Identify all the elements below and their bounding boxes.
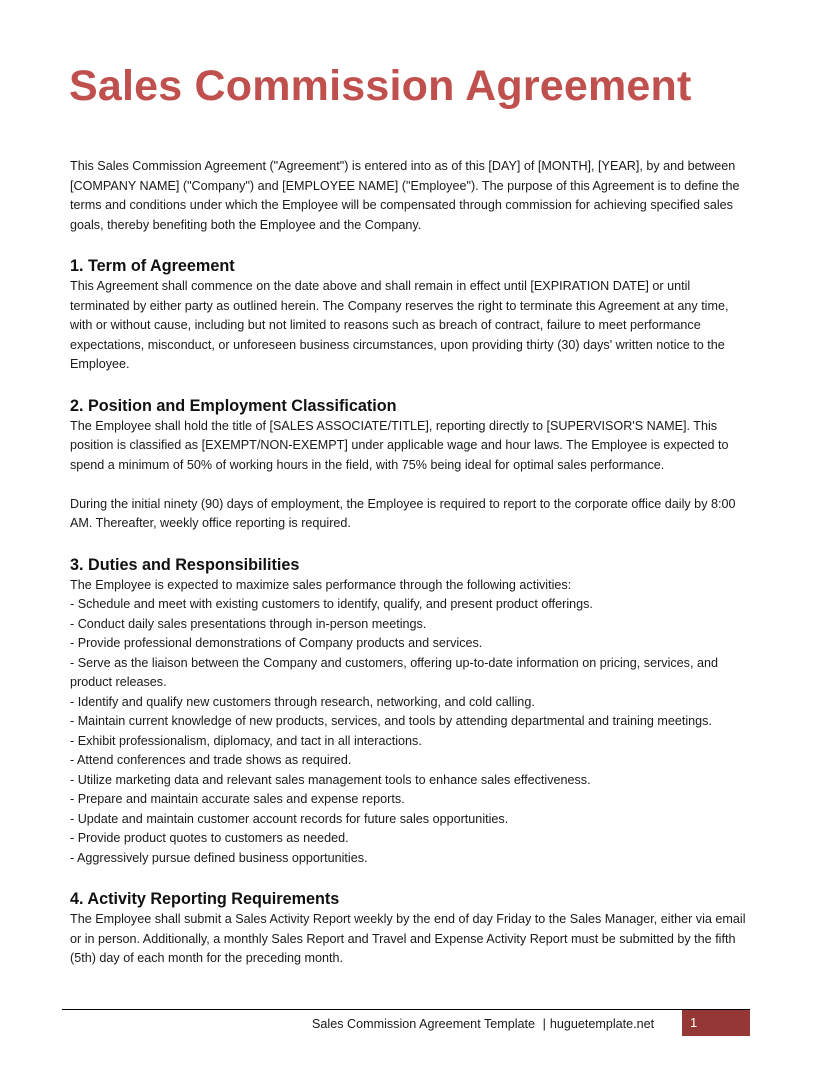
document-body	[70, 157, 746, 989]
list-item: - Provide professional demonstrations of Company products and services.	[70, 636, 483, 650]
section-paragraph: During the initial ninety (90) days of employment, the Employee is required to report to the corporate office daily by 8:00 AM. Thereafter, weekly office reporting is required.	[70, 496, 736, 530]
footer-template-name: Sales Commission Agreement Template	[312, 1017, 536, 1031]
footer-label	[312, 1014, 654, 1034]
page-number: 1	[690, 1015, 698, 1030]
footer-divider	[62, 1009, 750, 1010]
list-item: - Provide product quotes to customers as needed.	[70, 831, 349, 845]
list-item: - Identify and qualify new customers through research, networking, and cold calling.	[70, 694, 535, 709]
list-item: - Maintain current knowledge of new products, services, and tools by attending departmental and training meetings.	[70, 714, 712, 728]
list-item: - Aggressively pursue defined business opportunities.	[70, 850, 368, 865]
section-lead: The Employee is expected to maximize sales performance through the following activities:	[70, 577, 572, 592]
document-title: Sales Commission Agreement	[69, 62, 692, 110]
section-term-of-agreement	[70, 255, 746, 375]
duties-list	[70, 595, 746, 868]
list-item: - Conduct daily sales presentations through in-person meetings.	[70, 616, 427, 631]
list-item: - Update and maintain customer account records for future sales opportunities.	[70, 811, 509, 826]
intro-paragraph: This Sales Commission Agreement ("Agreement") is entered into as of this [DAY] of [MONTH], [YEAR], by and between [COMPANY NAME] ("Company") and [EMPLOYEE NAME] ("Employee"). The purpose of this Agreement is to define the terms and conditions under which the Employee will be compensated through commission for achieving specified sales goals, thereby benefiting both the Employee and the Company.	[70, 159, 740, 232]
list-item: - Schedule and meet with existing customers to identify, qualify, and present product offerings.	[70, 597, 593, 611]
list-item: - Exhibit professionalism, diplomacy, and tact in all interactions.	[70, 733, 422, 748]
section-heading: 4. Activity Reporting Requirements	[70, 890, 340, 908]
list-item: - Utilize marketing data and relevant sales management tools to enhance sales effectiveness.	[70, 772, 591, 787]
list-item: - Serve as the liaison between the Company and customers, offering up-to-date information on pricing, services, and product releases.	[70, 655, 718, 689]
list-item: - Prepare and maintain accurate sales and expense reports.	[70, 792, 405, 806]
page-number-box	[682, 1010, 750, 1036]
section-activity-reporting	[70, 888, 746, 969]
section-duties-responsibilities	[70, 554, 746, 869]
section-heading: 3. Duties and Responsibilities	[70, 555, 300, 574]
section-position-classification	[70, 395, 746, 534]
section-paragraph: The Employee shall submit a Sales Activity Report weekly by the end of day Friday to the Sales Manager, either via email or in person. Additionally, a monthly Sales Report and Travel and Expense Activity Report must be submitted by the fifth (5th) day of each month for the preceding month.	[70, 912, 746, 965]
footer-separator: |	[542, 1017, 546, 1031]
list-item: - Attend conferences and trade shows as required.	[70, 753, 352, 767]
section-paragraph: This Agreement shall commence on the date above and shall remain in effect until [EXPIRATION DATE] or until terminated by either party as outlined herein. The Company reserves the right to terminate this Agreement at any time, with or without cause, including but not limited to reasons such as breach of contract, failure to meet performance expectations, misconduct, or unforeseen business circumstances, upon providing thirty (30) days' written notice to the Employee.	[70, 279, 729, 371]
section-heading: 2. Position and Employment Classification	[70, 396, 397, 415]
footer-site-link[interactable]: huguetemplate.net	[549, 1017, 655, 1031]
section-heading: 1. Term of Agreement	[70, 257, 235, 275]
section-paragraph: The Employee shall hold the title of [SALES ASSOCIATE/TITLE], reporting directly to [SUPERVISOR'S NAME]. This position is classified as [EXEMPT/NON-EXEMPT] under applicable wage and hour laws. The Employee is expected to spend a minimum of 50% of working hours in the field, with 75% being ideal for optimal sales performance.	[70, 418, 729, 472]
